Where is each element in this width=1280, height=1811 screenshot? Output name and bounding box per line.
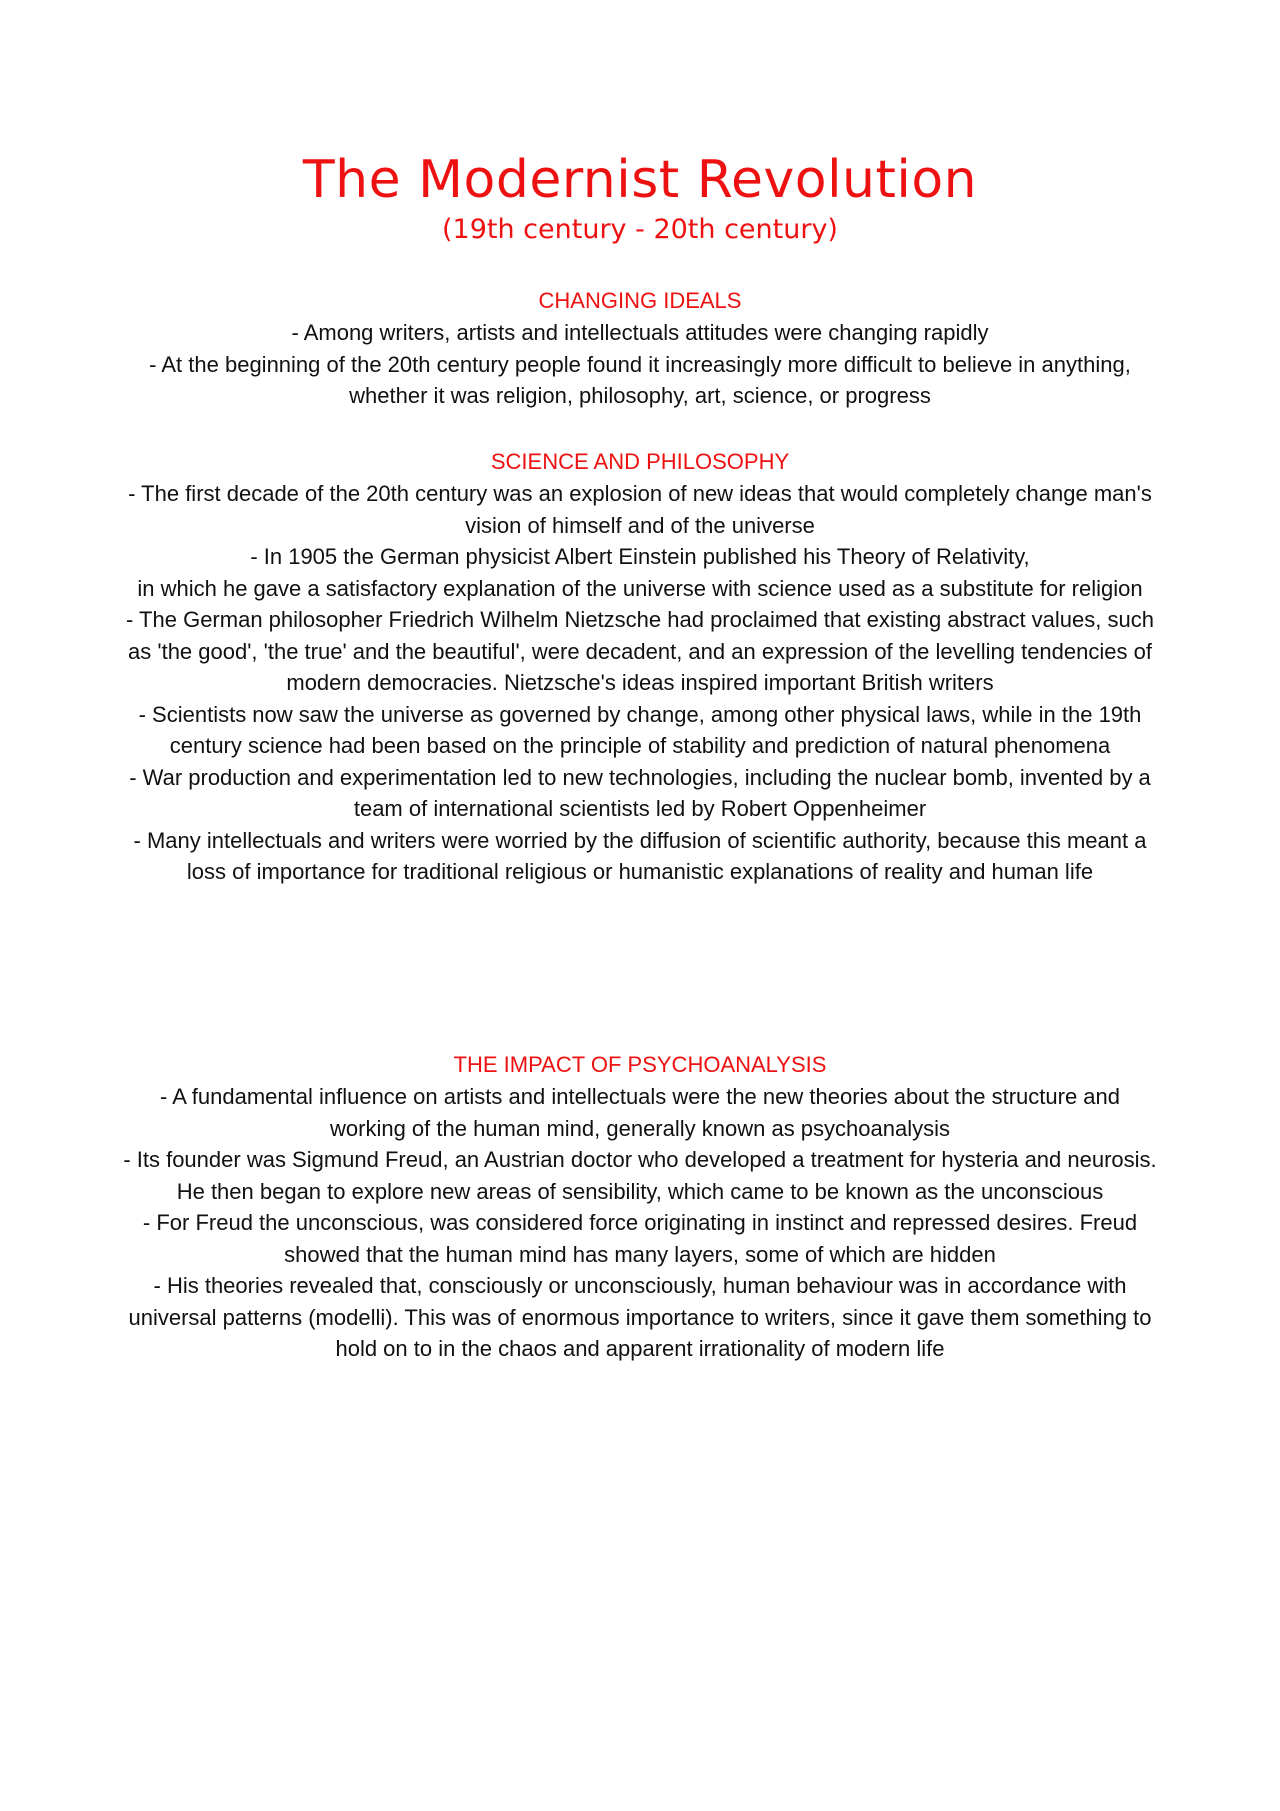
paragraph: in which he gave a satisfactory explanation of the universe with science used as a substitute for religion xyxy=(137,575,1143,601)
paragraph: - Its founder was Sigmund Freud, an Austrian doctor who developed a treatment for hysteria and neurosis. He then began to explore new areas of sensibility, which came to be known as the unconscious xyxy=(123,1147,1157,1204)
paragraph: - The first decade of the 20th century was an explosion of new ideas that would completely change man's vision of himself and of the universe xyxy=(128,481,1152,538)
section-heading: CHANGING IDEALS xyxy=(538,288,742,313)
paragraph: - At the beginning of the 20th century people found it increasingly more difficult to believe in anything, whether it was religion, philosophy, art, science, or progress xyxy=(149,351,1131,408)
paragraph: - War production and experimentation led to new technologies, including the nuclear bomb, invented by a team of international scientists led by Robert Oppenheimer xyxy=(129,764,1151,821)
section-impact-of-psychoanalysis xyxy=(120,1049,1160,1365)
paragraph: - The German philosopher Friedrich Wilhelm Nietzsche had proclaimed that existing abstract values, such as 'the good', 'the true' and the beautiful', were decadent, and an expression of the levelling tendencies of modern democracies. Nietzsche's ideas inspired important British writers xyxy=(126,607,1154,695)
section-changing-ideals xyxy=(120,285,1160,412)
section-heading: THE IMPACT OF PSYCHOANALYSIS xyxy=(453,1052,827,1077)
paragraph: - In 1905 the German physicist Albert Einstein published his Theory of Relativity, xyxy=(250,544,1030,569)
paragraph: - Among writers, artists and intellectuals attitudes were changing rapidly xyxy=(291,320,989,345)
document-header xyxy=(0,148,1280,246)
paragraph: - A fundamental influence on artists and intellectuals were the new theories about the structure and working of the human mind, generally known as psychoanalysis xyxy=(159,1084,1121,1141)
paragraph: - His theories revealed that, consciously or unconsciously, human behaviour was in accordance with universal patterns (modelli). This was of enormous importance to writers, since it gave them something to hold on to in the chaos and apparent irrationality of modern life xyxy=(128,1273,1152,1361)
document-subtitle: (19th century - 20th century) xyxy=(442,214,838,245)
section-heading: SCIENCE AND PHILOSOPHY xyxy=(490,449,790,474)
paragraph: - For Freud the unconscious, was considered force originating in instinct and repressed desires. Freud showed that the human mind has many layers, some of which are hidden xyxy=(142,1210,1138,1267)
paragraph: - Scientists now saw the universe as governed by change, among other physical laws, while in the 19th century science had been based on the principle of stability and prediction of natural phenomena xyxy=(138,701,1142,758)
section-science-and-philosophy xyxy=(120,446,1160,888)
document-title: The Modernist Revolution xyxy=(302,150,978,210)
paragraph: - Many intellectuals and writers were worried by the diffusion of scientific authority, because this meant a loss of importance for traditional religious or humanistic explanations of reality and human life xyxy=(133,827,1147,884)
